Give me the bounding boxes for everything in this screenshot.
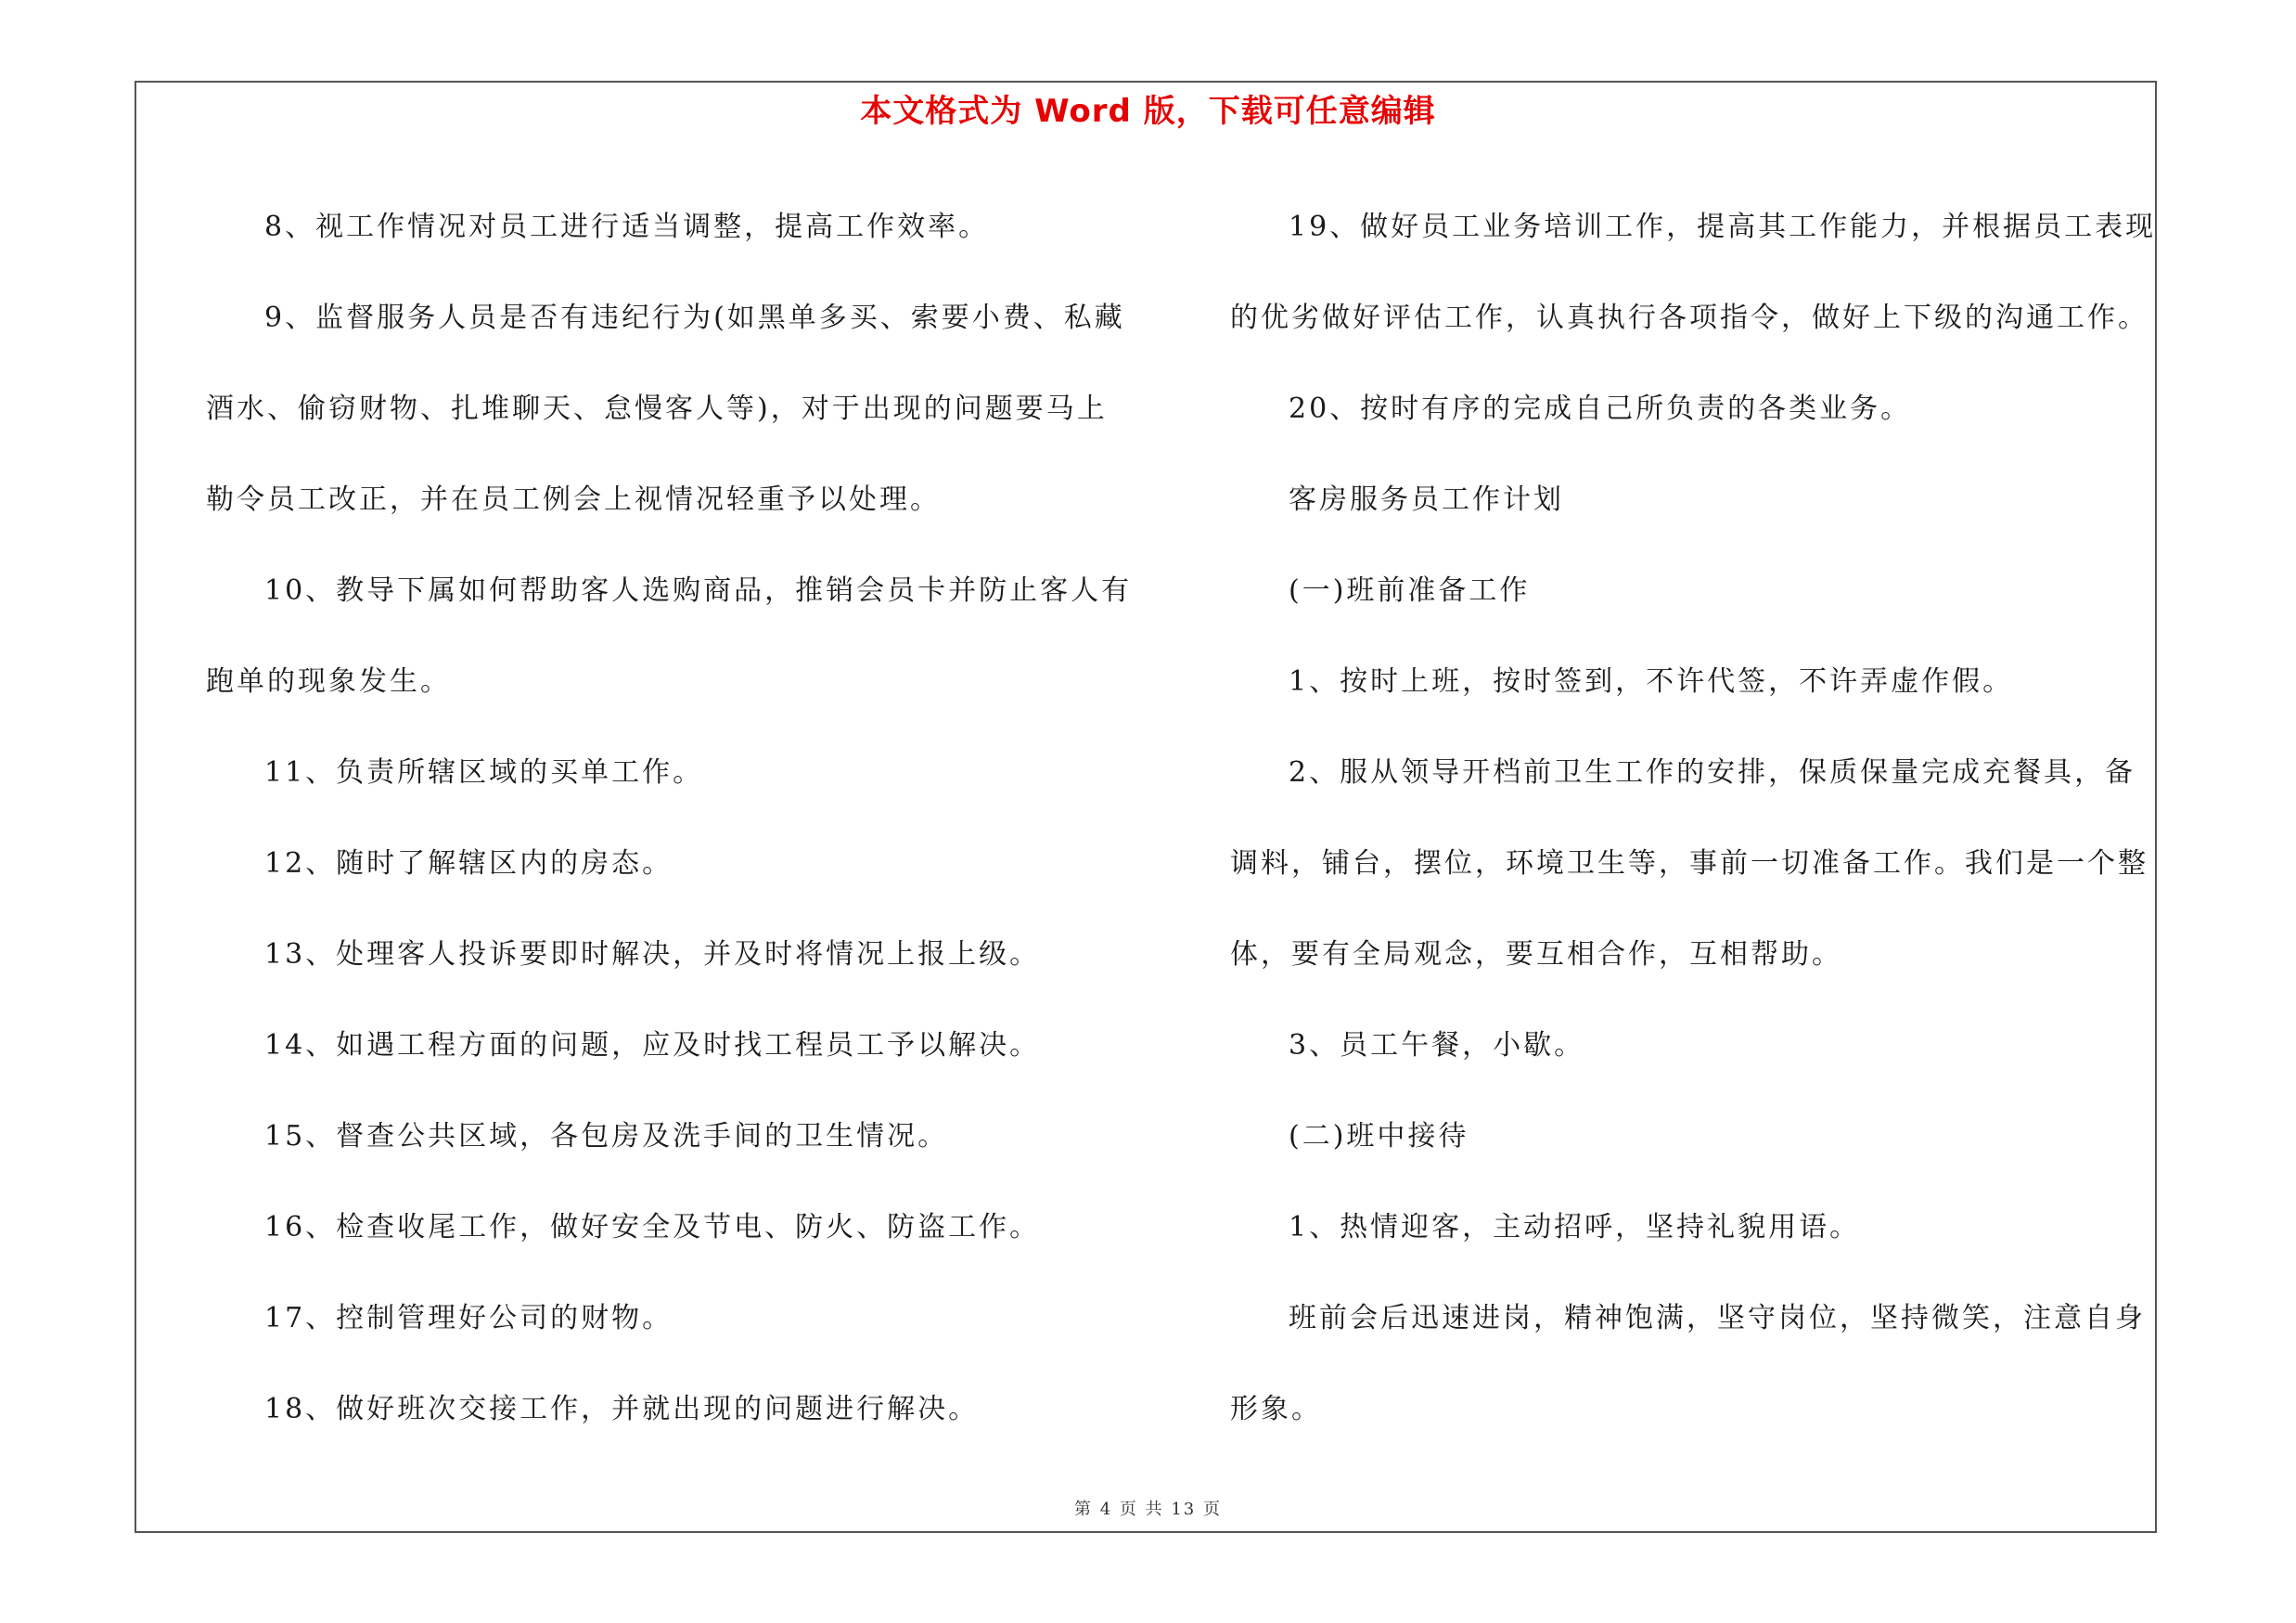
paragraph-line: 3、员工午餐，小歇。: [1289, 1029, 1585, 1062]
right-column: [1230, 182, 2157, 1455]
paragraph-line: 跑单的现象发生。: [206, 665, 451, 698]
paragraph-line: 调料，铺台，摆位，环境卫生等，事前一切准备工作。我们是一个整: [1230, 847, 2148, 880]
paragraph-line: 勒令员工改正，并在员工例会上视情况轻重予以处理。: [206, 483, 941, 516]
section-heading: 客房服务员工作计划: [1289, 483, 1564, 516]
paragraph-line: 2、服从领导开档前卫生工作的安排，保质保量完成充餐具，备: [1289, 756, 2136, 789]
left-column: [206, 182, 1133, 1455]
page-number: 第 4 页 共 13 页: [1074, 1500, 1222, 1519]
paragraph-line: 体，要有全局观念，要互相合作，互相帮助。: [1230, 938, 1842, 971]
section-heading: (一)班前准备工作: [1289, 574, 1531, 607]
paragraph-line: 1、热情迎客，主动招呼，坚持礼貌用语。: [1289, 1211, 1861, 1243]
paragraph-line: 14、如遇工程方面的问题，应及时找工程员工予以解决。: [264, 1029, 1041, 1062]
paragraph-line: 12、随时了解辖区内的房态。: [264, 847, 673, 880]
paragraph-line: 15、督查公共区域，各包房及洗手间的卫生情况。: [264, 1120, 949, 1153]
paragraph-line: 8、视工作情况对员工进行适当调整，提高工作效率。: [264, 211, 990, 243]
paragraph-line: 10、教导下属如何帮助客人选购商品，推销会员卡并防止客人有: [264, 574, 1133, 607]
paragraph-line: 16、检查收尾工作，做好安全及节电、防火、防盗工作。: [264, 1211, 1041, 1243]
paragraph-line: 20、按时有序的完成自己所负责的各类业务。: [1289, 393, 1912, 425]
paragraph-line: 酒水、偷窃财物、扎堆聊天、怠慢客人等)，对于出现的问题要马上: [206, 393, 1108, 425]
paragraph-line: 1、按时上班，按时签到，不许代签，不许弄虚作假。: [1289, 665, 2014, 698]
paragraph-line: 形象。: [1230, 1393, 1322, 1425]
section-heading: (二)班中接待: [1289, 1120, 1469, 1153]
document-banner: 本文格式为 Word 版，下载可任意编辑: [860, 93, 1436, 130]
paragraph-line: 11、负责所辖区域的买单工作。: [264, 756, 704, 789]
paragraph-line: 17、控制管理好公司的财物。: [264, 1302, 673, 1334]
paragraph-line: 9、监督服务人员是否有违纪行为(如黑单多买、索要小费、私藏: [264, 302, 1125, 334]
paragraph-line: 13、处理客人投诉要即时解决，并及时将情况上报上级。: [264, 938, 1041, 971]
paragraph-line: 19、做好员工业务培训工作，提高其工作能力，并根据员工表现: [1289, 211, 2157, 243]
paragraph-line: 18、做好班次交接工作，并就出现的问题进行解决。: [264, 1393, 980, 1425]
paragraph-line: 的优劣做好评估工作，认真执行各项指令，做好上下级的沟通工作。: [1230, 302, 2148, 334]
paragraph-line: 班前会后迅速进岗，精神饱满，坚守岗位，坚持微笑，注意自身: [1289, 1302, 2146, 1334]
